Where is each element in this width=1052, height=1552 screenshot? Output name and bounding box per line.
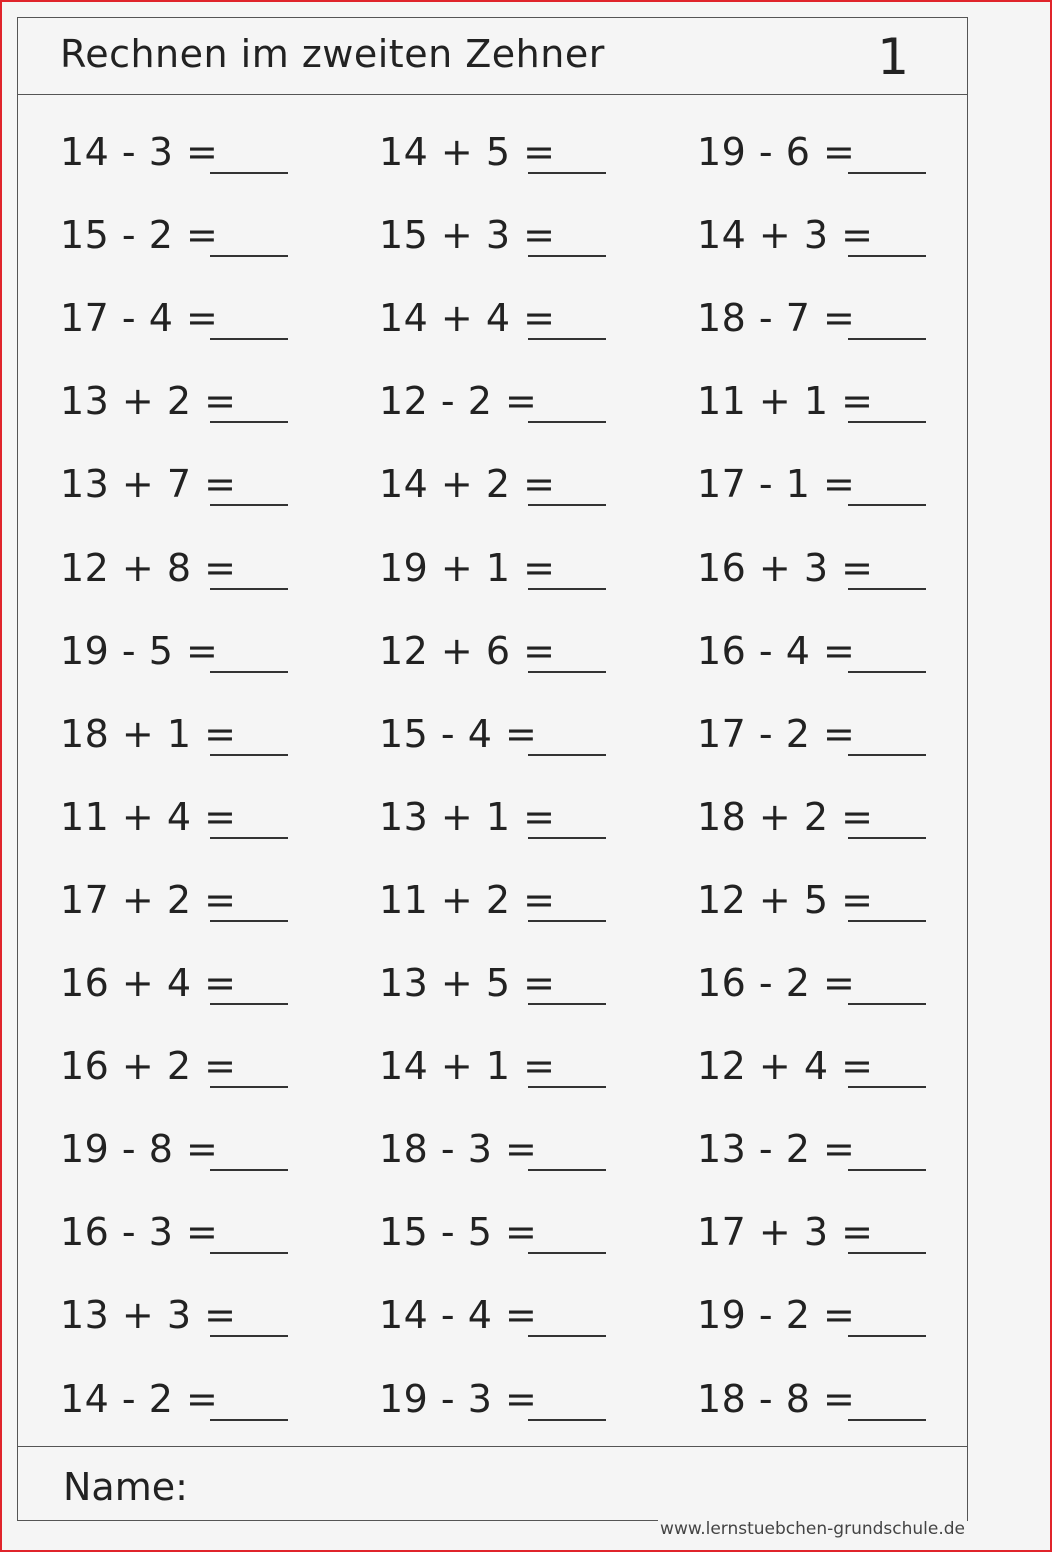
problem-expression: 18 - 8 =	[697, 1376, 856, 1421]
problem-expression: 14 + 1 =	[379, 1044, 556, 1089]
problem-grid	[18, 95, 967, 1445]
problem-expression: 15 + 3 =	[379, 213, 556, 258]
problem-expression: 18 - 7 =	[697, 296, 856, 341]
answer-line[interactable]	[848, 837, 926, 839]
problem-row	[18, 1342, 967, 1425]
problem-row	[18, 1175, 967, 1258]
problem-expression: 12 - 2 =	[379, 379, 538, 424]
math-problem	[18, 261, 967, 344]
problem-expression: 17 + 2 =	[60, 877, 237, 922]
problem-expression: 14 - 2 =	[60, 1376, 219, 1421]
problem-expression: 14 - 4 =	[379, 1293, 538, 1338]
worksheet-header	[18, 18, 967, 95]
problem-row	[18, 1092, 967, 1175]
answer-line[interactable]	[848, 504, 926, 506]
page-number: 1	[877, 28, 909, 86]
problem-expression: 14 + 3 =	[697, 213, 874, 258]
math-problem	[18, 511, 967, 594]
math-problem	[18, 677, 967, 760]
problem-expression: 17 - 2 =	[697, 711, 856, 756]
problem-expression: 16 - 2 =	[697, 961, 856, 1005]
problem-expression: 17 - 1 =	[697, 462, 856, 507]
problem-expression: 16 + 4 =	[60, 961, 237, 1005]
problem-row	[18, 261, 967, 344]
answer-line[interactable]	[848, 255, 926, 257]
problem-expression: 14 + 4 =	[379, 296, 556, 341]
problem-expression: 11 + 4 =	[60, 794, 237, 839]
worksheet-title: Rechnen im zweiten Zehner	[60, 32, 605, 76]
problem-expression: 14 + 2 =	[379, 462, 556, 507]
problem-expression: 12 + 5 =	[697, 877, 874, 922]
problem-expression: 14 + 5 =	[379, 130, 556, 174]
problem-expression: 19 - 6 =	[697, 130, 856, 174]
math-problem	[18, 843, 967, 926]
worksheet-footer	[18, 1446, 967, 1521]
math-problem	[18, 1092, 967, 1175]
problem-row	[18, 760, 967, 843]
answer-line[interactable]	[848, 172, 926, 174]
problem-expression: 12 + 6 =	[379, 628, 556, 673]
problem-expression: 17 - 4 =	[60, 296, 219, 341]
problem-expression: 12 + 4 =	[697, 1044, 874, 1089]
problem-expression: 13 + 3 =	[60, 1293, 237, 1338]
problem-expression: 16 - 3 =	[60, 1210, 219, 1255]
problem-expression: 19 - 2 =	[697, 1293, 856, 1338]
problem-row	[18, 1009, 967, 1092]
math-problem	[18, 1342, 967, 1425]
problem-expression: 17 + 3 =	[697, 1210, 874, 1255]
problem-expression: 13 - 2 =	[697, 1127, 856, 1172]
problem-row	[18, 95, 967, 178]
answer-line[interactable]	[848, 588, 926, 590]
answer-line[interactable]	[848, 920, 926, 922]
answer-line[interactable]	[848, 754, 926, 756]
website-url: www.lernstuebchen-grundschule.de	[660, 1519, 965, 1539]
problem-expression: 15 - 4 =	[379, 711, 538, 756]
worksheet	[17, 17, 968, 1521]
problem-expression: 12 + 8 =	[60, 545, 237, 590]
answer-line[interactable]	[848, 1086, 926, 1088]
problem-expression: 13 + 7 =	[60, 462, 237, 507]
problem-expression: 18 - 3 =	[379, 1127, 538, 1172]
problem-row	[18, 344, 967, 427]
problem-expression: 16 + 3 =	[697, 545, 874, 590]
math-problem	[18, 760, 967, 843]
problem-expression: 13 + 2 =	[60, 379, 237, 424]
math-problem	[18, 1258, 967, 1341]
math-problem	[18, 344, 967, 427]
answer-line[interactable]	[848, 421, 926, 423]
problem-expression: 11 + 1 =	[697, 379, 874, 424]
math-problem	[18, 427, 967, 510]
problem-row	[18, 511, 967, 594]
answer-line[interactable]	[848, 1419, 926, 1421]
answer-line[interactable]	[848, 1169, 926, 1171]
answer-line[interactable]	[848, 1335, 926, 1337]
problem-expression: 19 - 5 =	[60, 628, 219, 673]
problem-expression: 19 - 8 =	[60, 1127, 219, 1172]
math-problem	[18, 1175, 967, 1258]
answer-line[interactable]	[848, 1003, 926, 1005]
problem-expression: 13 + 5 =	[379, 961, 556, 1005]
answer-line[interactable]	[848, 338, 926, 340]
problem-expression: 19 + 1 =	[379, 545, 556, 590]
name-label: Name:	[63, 1465, 188, 1509]
problem-expression: 16 - 4 =	[697, 628, 856, 673]
problem-expression: 11 + 2 =	[379, 877, 556, 922]
problem-expression: 15 - 2 =	[60, 213, 219, 258]
math-problem	[18, 926, 967, 1009]
problem-expression: 16 + 2 =	[60, 1044, 237, 1089]
problem-expression: 15 - 5 =	[379, 1210, 538, 1255]
problem-row	[18, 926, 967, 1009]
problem-row	[18, 1258, 967, 1341]
math-problem	[18, 594, 967, 677]
math-problem	[18, 178, 967, 261]
problem-row	[18, 178, 967, 261]
answer-line[interactable]	[848, 671, 926, 673]
math-problem	[18, 1009, 967, 1092]
problem-row	[18, 677, 967, 760]
answer-line[interactable]	[848, 1252, 926, 1254]
math-problem	[18, 95, 967, 178]
problem-expression: 18 + 2 =	[697, 794, 874, 839]
problem-expression: 18 + 1 =	[60, 711, 237, 756]
problem-expression: 13 + 1 =	[379, 794, 556, 839]
problem-expression: 14 - 3 =	[60, 130, 219, 174]
problem-row	[18, 427, 967, 510]
problem-expression: 19 - 3 =	[379, 1376, 538, 1421]
problem-row	[18, 594, 967, 677]
problem-row	[18, 843, 967, 926]
